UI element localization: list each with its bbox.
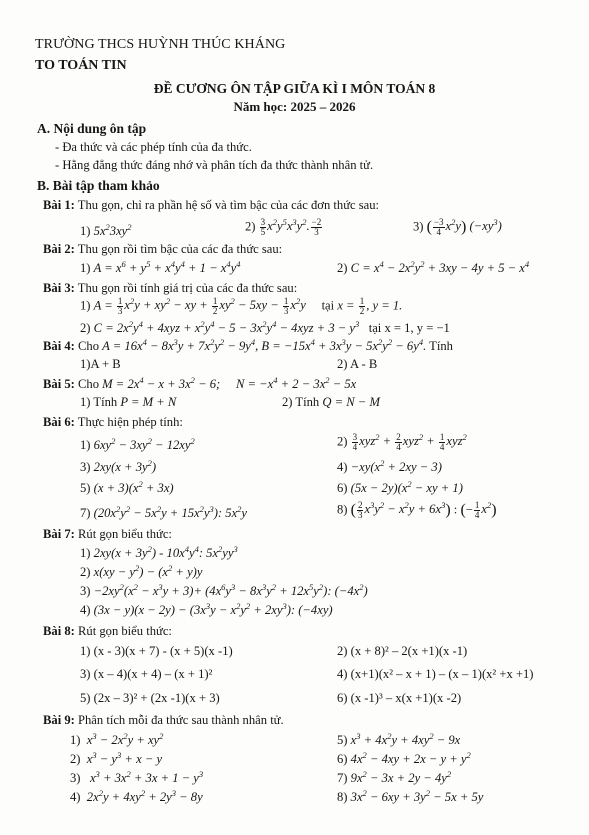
exercise-6-item-7: 7) $(20x^2y^2 - 5x^2y + 15x^2y^3)$: $5x^2y$	[80, 504, 248, 520]
exercise-9-item-8: 8) $3x^2 - 6xy + 3y^2 - 5x + 5y$	[337, 788, 484, 804]
exercise-1-item-2: 2) $\frac{3}{5}$ $x^2y^5x^3y^2$. $\frac{-2}{3}$	[245, 217, 322, 237]
exercise-9-item-4: 4) $2x^2y + 4xy^2 + 2y^3 - 8y$	[70, 788, 203, 804]
exercise-6-label: Bài 6:	[43, 415, 75, 429]
document-title: ĐỀ CƯƠNG ÔN TẬP GIỮA KÌ I MÔN TOÁN 8	[153, 81, 436, 96]
section-a-item-2: - Hằng đẳng thức đáng nhớ và phân tích đa thức thành nhân tử.	[55, 158, 374, 172]
exercise-8-item-4: 4) (x+1)(x² – x + 1) – (x – 1)(x² +x +1)	[337, 667, 534, 681]
exercise-8-item-6: 6) (x -1)³ – x(x +1)(x -2)	[337, 691, 462, 705]
exercise-3-condition-label: tại	[321, 298, 335, 313]
exercise-8-item-2: 2) (x + 8)² – 2(x +1)(x -1)	[337, 644, 468, 658]
exercise-9-item-5: 5) $x^3 + 4x^2y + 4xy^2 - 9x$	[337, 731, 461, 747]
exercise-6-item-8: 8) ( $\frac{2}{3}$ $x^3y^2 - x^2y + 6x^3$) : (− $\frac{1}{4}$ $x^2$)	[337, 500, 497, 520]
exercise-7-label: Bài 7:	[43, 527, 75, 541]
exercise-5-item-1: 1) Tính P = M + N	[80, 395, 177, 409]
exercise-2-label: Bài 2:	[43, 242, 75, 256]
exercise-9-item-6: 6) $4x^2 - 4xy + 2x - y + y^2$	[337, 750, 471, 766]
exercise-6-text: Thực hiện phép tính:	[77, 415, 183, 429]
exercise-6-item-3: 3) $2xy(x + 3y^2)$	[80, 458, 157, 474]
exercise-3-condition-2: tại x = 1, y = −1	[368, 321, 450, 335]
exercise-3-item-2: 2) $C = 2x^2y^4 + 4xyz + x^2y^4 - 5 - 3x^2y^4 - 4xyz + 3 - y^3$ tại x = 1, y = −1	[80, 319, 450, 335]
exercise-7-item-4: 4) $(3x - y)(x - 2y) - (3x^3y - x^2y^2 + 2xy^3)$: (−4xy)	[80, 601, 333, 617]
exercise-6-item-2: 2) $\frac{3}{4}$ xyz$^2$ + $\frac{2}{4}$ xyz$^2$ + $\frac{1}{4}$ xyz$^2$	[337, 432, 467, 452]
exercise-1-text: Thu gọn, chỉ ra phần hệ số và tìm bậc của các đơn thức sau:	[77, 198, 380, 212]
exercise-4-post: Tính	[429, 339, 453, 353]
exercise-1-item-1: 1) $5x^23xy^2$	[80, 222, 132, 238]
exercise-3-text: Thu gọn rồi tính giá trị của các đa thức sau:	[77, 281, 298, 295]
exercise-2-prompt	[43, 242, 282, 256]
exercise-9-item-3: 3) $x^3 + 3x^2 + 3x + 1 - y^3$	[70, 769, 204, 785]
exercise-2-item-1: 1) $A = x^6 + y^5 + x^4y^4 + 1 - x^4y^4$	[80, 259, 241, 275]
exercise-6-prompt	[43, 415, 183, 429]
exercise-3-item-1: 1) A = $\frac{1}{3}$ $x^2y + xy^2$ − xy + $\frac{1}{2}$ $xy^2 - 5xy$ − $\frac{1}{3}$ $x^2y$ tại x = $\frac{1}{2}$ , y = 1.	[80, 296, 403, 316]
exercise-4-prompt: Bài 4: Cho $A = 16x^4 - 8x^3y + 7x^2y^2 - 9y^4$, $B = -15x^4 + 3x^3y - 5x^2y^2 - 6y^4$. Tính	[43, 337, 453, 353]
exercise-6-item-6: 6) $(5x - 2y)(x^2$ − xy + 1)	[337, 479, 463, 495]
exercise-9-item-2: 2) $x^3 - y^3 + x - y$	[70, 750, 163, 766]
exercise-9-item-7: 7) $9x^2 - 3x + 2y - 4y^2$	[337, 769, 452, 785]
exercise-4-item-2: 2) A - B	[337, 357, 378, 371]
exercise-2-item-2: 2) $C = x^4 - 2x^2y^2 + 3xy - 4y + 5 - x^4$	[337, 259, 530, 275]
exercise-8-label: Bài 8:	[43, 624, 75, 638]
exercise-7-item-2: 2) $x(xy - y^2) - (x^2 + y)y$	[80, 563, 203, 579]
exercise-7-item-1: 1) $2xy(x + 3y^2) - 10x^4y^4$: $5x^2yy^3$	[80, 544, 238, 560]
section-a-item-1: - Đa thức và các phép tính của đa thức.	[55, 140, 252, 154]
school-name: TRƯỜNG THCS HUỲNH THÚC KHÁNG	[35, 37, 286, 52]
exercise-9-item-1: 1) $x^3 - 2x^2y + xy^2$	[70, 731, 164, 747]
school-year: Năm học: 2025 – 2026	[233, 99, 356, 114]
exercise-5-pre: Cho	[78, 377, 99, 391]
exercise-7-item-3: $3) -2xy^2(x^2 - x^3y + 3)+ (4x^6y^3 - 8x^3y^2 + 12x^5y^2)$: $(-4x^2)$	[80, 582, 368, 598]
exercise-4-pre: Cho	[78, 339, 99, 353]
exercise-3-prompt	[43, 281, 297, 295]
exercise-5-item-2: 2) Tính Q = N − M	[282, 395, 380, 409]
exercise-9-label: Bài 9:	[43, 713, 75, 727]
section-b-heading: B. Bài tập tham khảo	[37, 178, 160, 193]
exercise-8-item-5: 5) (2x – 3)² + (2x -1)(x + 3)	[80, 691, 220, 705]
exercise-5-prompt: Bài 5: Cho $M = 2x^4 - x + 3x^2 - 6$; $N = -x^4 + 2 - 3x^2 - 5x$	[43, 375, 357, 391]
exercise-9-text: Phân tích mỗi đa thức sau thành nhân tử.	[74, 713, 284, 727]
exercise-2-text: Thu gọn rồi tìm bậc của các đa thức sau:	[77, 242, 283, 256]
exercise-6-item-4: $4) -xy(x^2 + 2xy - 3)$	[337, 458, 442, 474]
exercise-3-label: Bài 3:	[43, 281, 75, 295]
exercise-1-prompt	[43, 198, 379, 212]
section-a-heading: A. Nội dung ôn tập	[37, 121, 147, 136]
exercise-8-item-3: 3) (x – 4)(x + 4) – (x + 1)²	[80, 667, 213, 681]
exercise-8-text: Rút gọn biểu thức:	[78, 624, 172, 638]
exercise-7-text: Rút gọn biểu thức:	[78, 527, 172, 541]
exercise-6-item-5: 5) $(x + 3)(x^2 + 3x)$	[80, 479, 174, 495]
exercise-7-prompt	[43, 527, 172, 541]
exercise-8-prompt	[43, 624, 172, 638]
exercise-4-item-1: 1)A + B	[80, 357, 121, 371]
exercise-5-label: Bài 5:	[43, 377, 75, 391]
exercise-4-label: Bài 4:	[43, 339, 75, 353]
department-name: TO TOÁN TIN	[35, 58, 127, 73]
exercise-1-item-3: 3) ( $\frac{-3}{4}$ $x^2y$) $(-xy^3)$	[413, 217, 502, 237]
exercise-9-prompt	[43, 713, 284, 727]
exercise-6-item-1: 1) $6xy^2 - 3xy^2 - 12xy^2$	[80, 436, 195, 452]
exercise-8-item-1: 1) (x - 3)(x + 7) - (x + 5)(x -1)	[80, 644, 233, 658]
exercise-1-label: Bài 1:	[43, 198, 75, 212]
